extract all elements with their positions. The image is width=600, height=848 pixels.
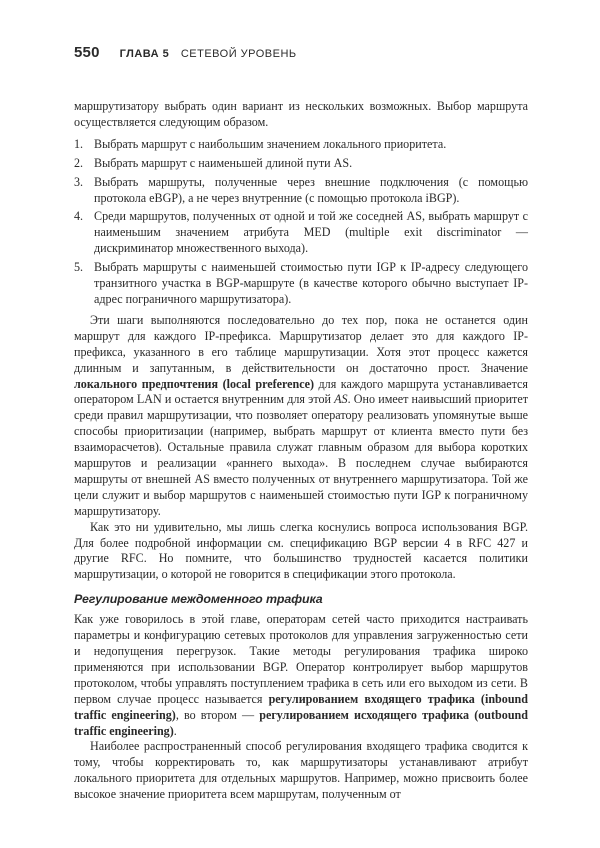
list-number: 5. bbox=[74, 260, 84, 275]
term-local-preference: локального предпочтения (local preference) bbox=[74, 376, 314, 391]
chapter-title: СЕТЕВОЙ УРОВЕНЬ bbox=[180, 48, 297, 60]
list-item bbox=[74, 175, 528, 207]
book-page bbox=[74, 44, 528, 803]
list-text: Выбрать маршруты с наименьшей стоимостью пути IGP к IP-адресу следующего транзитного участка в BGP-маршруте (в качестве которого обычно выступает IP-адрес пограничного маршрутизатора). bbox=[94, 260, 528, 306]
list-item bbox=[74, 260, 528, 308]
route-selection-list bbox=[74, 137, 528, 308]
list-item bbox=[74, 209, 528, 257]
intro-paragraph: маршрутизатору выбрать один вариант из нескольких возможных. Выбор маршрута осуществляется следующим образом. bbox=[74, 99, 528, 129]
chapter-heading bbox=[120, 48, 297, 60]
term-outbound-te: регулированием исходящего трафика (outbound traffic engineering) bbox=[74, 707, 528, 738]
list-number: 1. bbox=[74, 136, 84, 151]
list-number: 2. bbox=[74, 155, 84, 170]
paragraph-route-selection bbox=[74, 313, 528, 520]
list-item bbox=[74, 137, 528, 153]
list-text: Выбрать маршрут с наименьшей длиной пути AS. bbox=[94, 155, 353, 170]
text-run: . Оно имеет наивысший приоритет среди правил маршрутизации, что позволяет оператору реализовать упомянутые выше способы приоритизации (например, выбрать маршрут от клиента вместо пути без взаиморасчетов). Остальные правила служат главным образом для выбора коротких маршрутов и реализации «раннего выхода». В последнем случае выбираются маршруты от внешней AS вместо полученных от внутреннего маршрутизатора. Той же цели служит и выбор маршрутов с наименьшей стоимостью пути IGP к пограничному маршрутизатору. bbox=[74, 392, 528, 518]
running-header bbox=[74, 44, 528, 70]
list-text: Выбрать маршрут с наибольшим значением локального приоритета. bbox=[94, 136, 447, 151]
text-run: для каждого маршрута устанавливается оператором LAN и остается внутренним для этой bbox=[74, 376, 528, 407]
paragraph-traffic-engineering bbox=[74, 612, 528, 739]
text-run: , во втором — bbox=[175, 707, 260, 722]
text-run: Как уже говорилось в этой главе, операторам сетей часто приходится настраивать параметры и конфигурацию сетевых протоколов для управления загруженностью сети и недопущения перегрузок. Такие методы регулирования трафика широко применяются при использовании BGP. Оператор контролирует выбор маршрутов протоколом, чтобы управлять поступлением трафика в сеть или его выходом из сети. В первом случае процесс называется bbox=[74, 612, 528, 706]
paragraph-inbound-method: Наиболее распространенный способ регулирования входящего трафика сводится к тому, чтобы корректировать то, как маршрутизаторы устанавливают атрибут локального приоритета для отдельных маршрутов. Например, можно присвоить более высокое значение приоритета всем маршрутам, полученным от bbox=[74, 739, 528, 802]
page-number: 550 bbox=[74, 44, 100, 61]
term-inbound-te: регулированием входящего трафика (inbound traffic engineering) bbox=[74, 691, 528, 722]
list-number: 3. bbox=[74, 174, 84, 189]
list-number: 4. bbox=[74, 209, 84, 224]
section-heading: Регулирование междоменного трафика bbox=[74, 592, 323, 607]
text-run: Эти шаги выполняются последовательно до тех пор, пока не останется один маршрут для каждого IP-префикса. Маршрутизатор делает это для каждого IP-префикса, указанного в его таблице маршрутизации. Хотя этот процесс кажется длинным и запутанным, в действительности он достаточно прост. Значение bbox=[74, 312, 528, 375]
text-run: . bbox=[173, 723, 177, 738]
list-item bbox=[74, 156, 528, 172]
chapter-label: ГЛАВА 5 bbox=[119, 48, 170, 60]
list-text: Выбрать маршруты, полученные через внешние подключения (с помощью протокола eBGP), а не через внутренние (с помощью протокола iBGP). bbox=[94, 174, 528, 205]
list-text: Среди маршрутов, полученных от одной и той же соседней AS, выбрать маршрут с наименьшим значением атрибута MED (multiple exit discriminator — дискриминатор множественного выхода). bbox=[94, 209, 528, 256]
term-as: AS bbox=[334, 392, 348, 407]
paragraph-bgp-note: Как это ни удивительно, мы лишь слегка коснулись вопроса использования BGP. Для более подробной информации см. спецификацию BGP версии 4 в RFC 427 и другие RFC. Но помните, что большинство трудностей касается политики маршрутизации, о которой не говорится в спецификации этого протокола. bbox=[74, 519, 528, 582]
body-text bbox=[74, 99, 528, 803]
